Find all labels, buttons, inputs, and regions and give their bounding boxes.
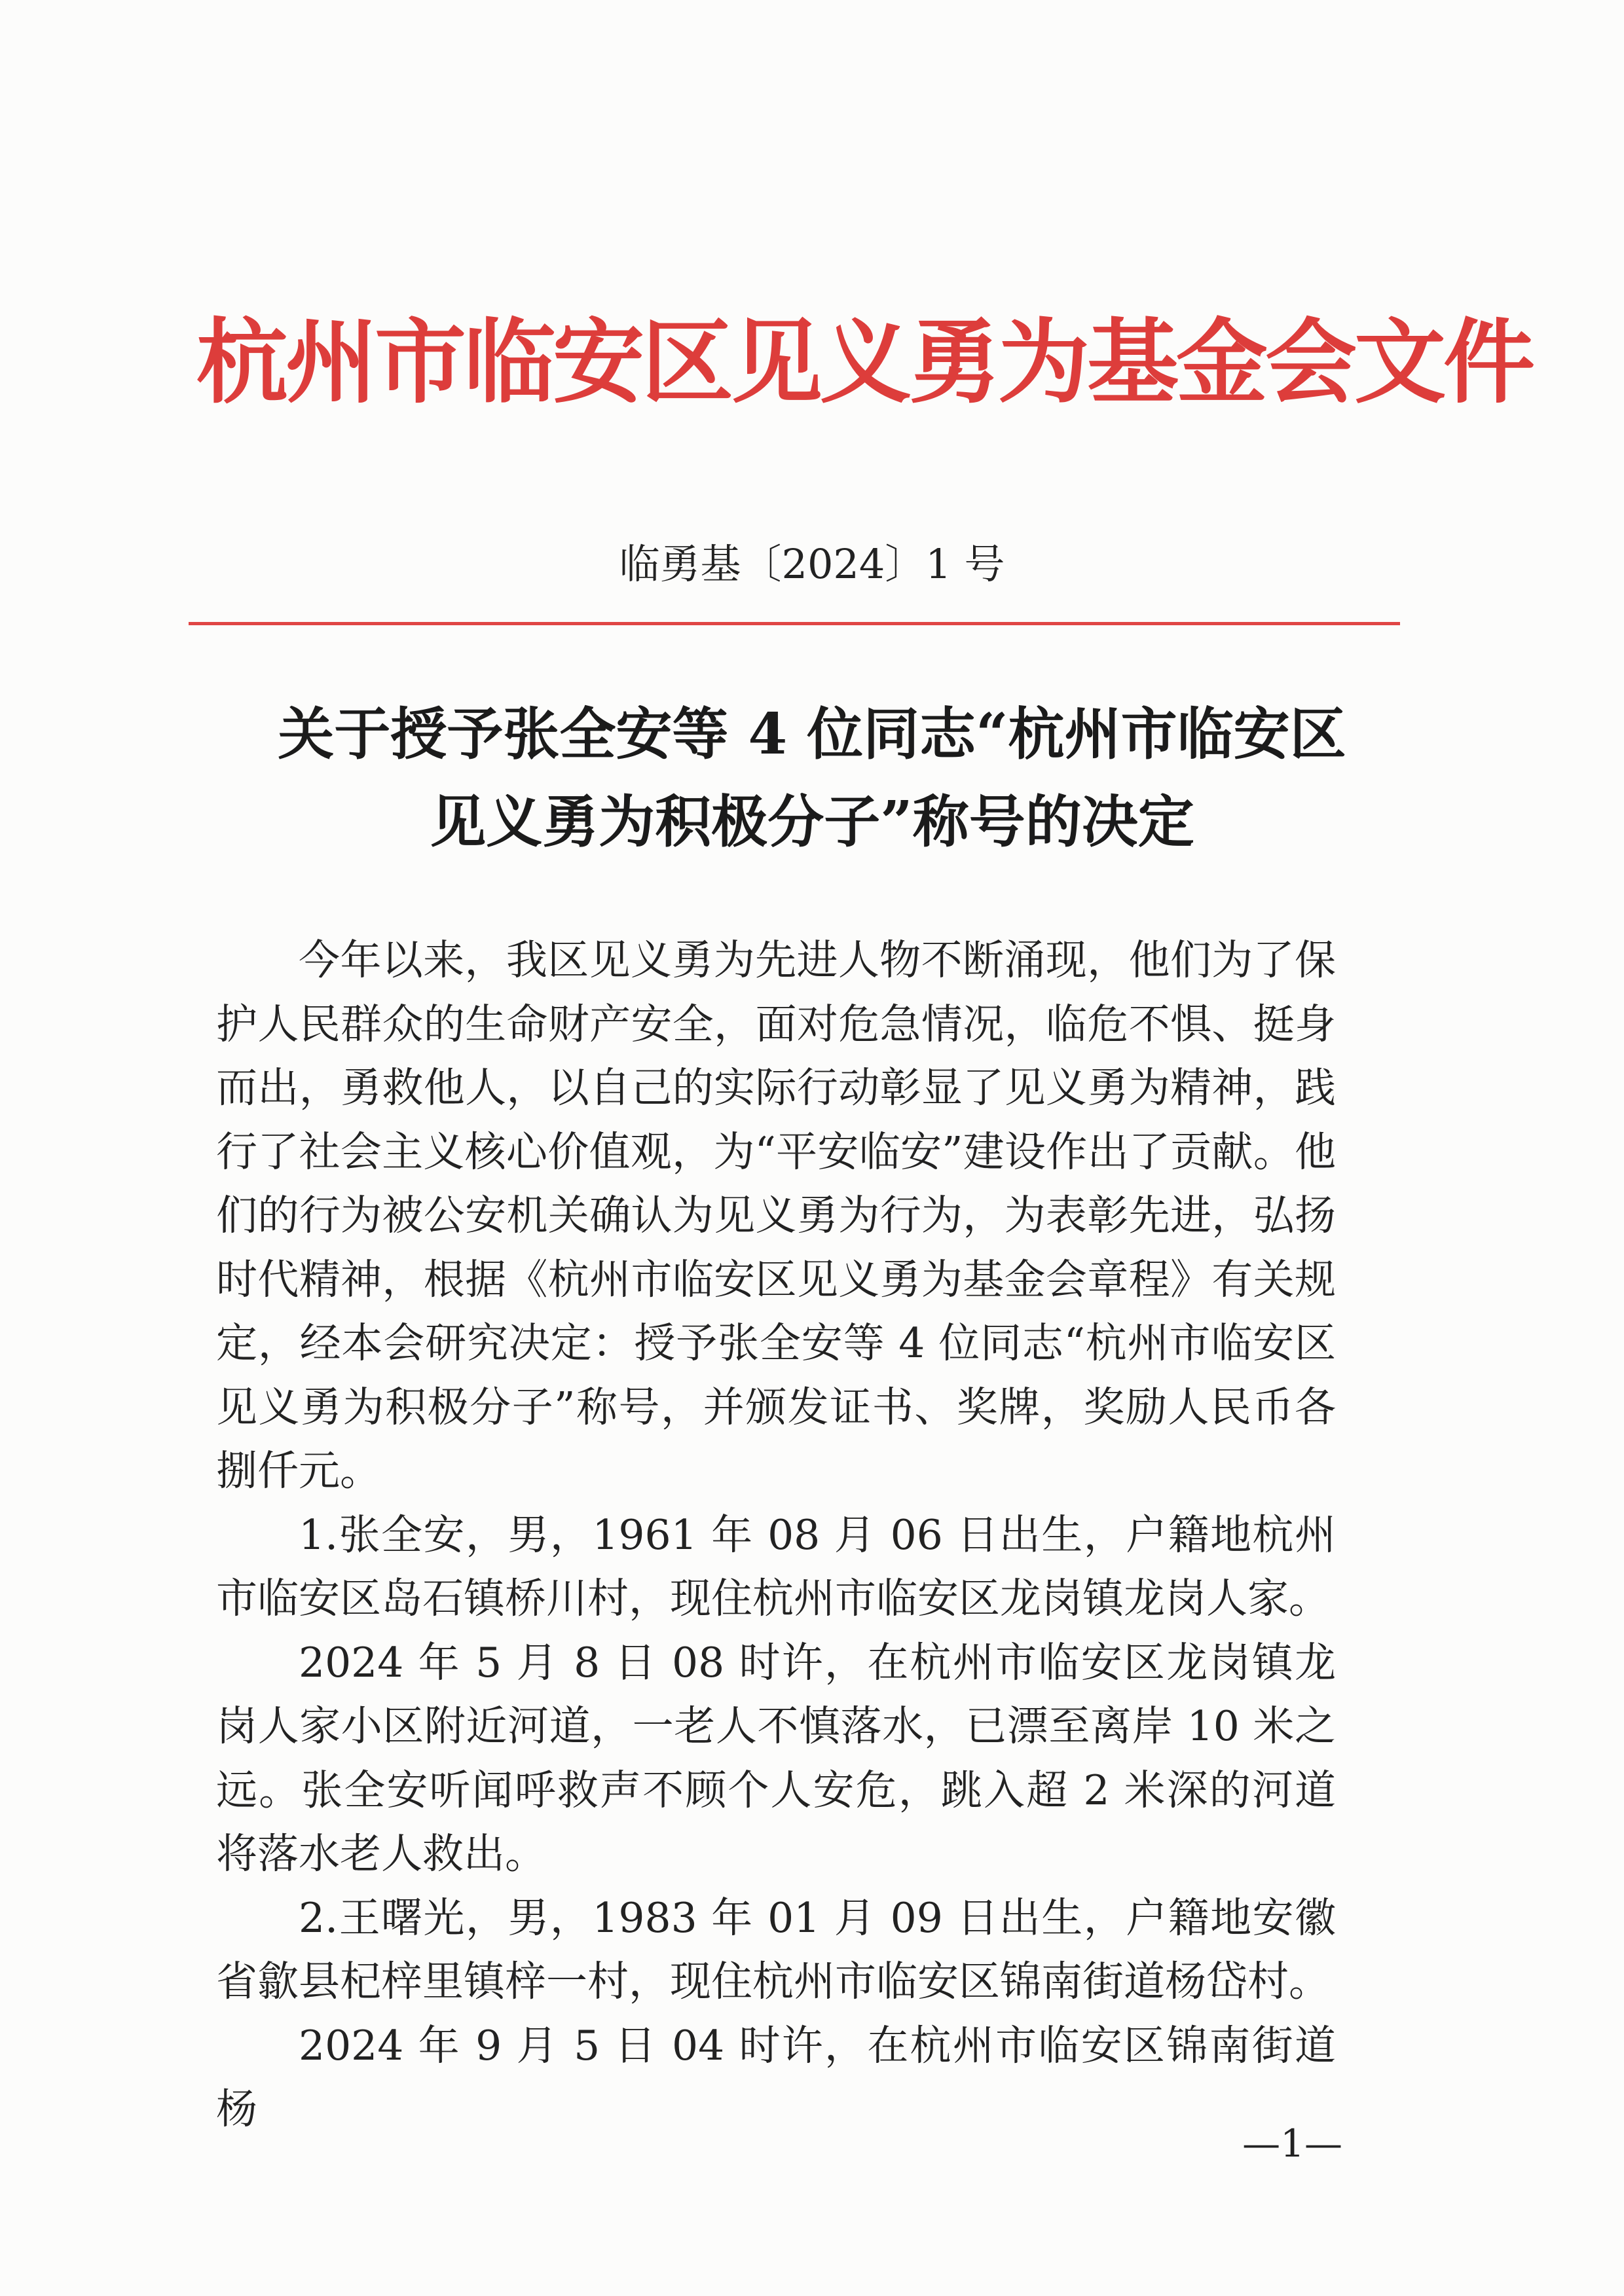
document-title bbox=[196, 691, 1428, 866]
title-line-1: 关于授予张全安等 4 位同志“杭州市临安区 bbox=[278, 701, 1346, 767]
title-line-2: 见义勇为积极分子”称号的决定 bbox=[430, 789, 1194, 855]
body-paragraph-intro: 今年以来，我区见义勇为先进人物不断涌现，他们为了保护人民群众的生命财产安全，面对危急情况，临危不惧、挺身而出，勇救他人，以自己的实际行动彰显了见义勇为精神，践行了社会主义核心价值观，为“平安临安”建设作出了贡献。他们的行为被公安机关确认为见义勇为行为，为表彰先进，弘扬时代精神，根据《杭州市临安区见义勇为基金会章程》有关规定，经本会研究决定：授予张全安等 4 位同志“杭州市临安区见义勇为积极分子”称号，并颁发证书、奖牌，奖励人民币各捌仟元。 bbox=[216, 936, 1336, 1495]
document-body bbox=[216, 928, 1336, 2141]
body-paragraph-event-1: 2024 年 5 月 8 日 08 时许，在杭州市临安区龙岗镇龙岗人家小区附近河道，一老人不慎落水，已漂至离岸 10 米之远。张全安听闻呼救声不顾个人安危，跳入超 2 米深的河道将落水老人救出。 bbox=[216, 1638, 1336, 1878]
body-paragraph-event-2: 2024 年 9 月 5 日 04 时许，在杭州市临安区锦南街道杨 bbox=[216, 2021, 1336, 2133]
red-divider-line bbox=[189, 622, 1400, 625]
document-number: 临勇基〔2024〕1 号 bbox=[619, 540, 1005, 588]
body-paragraph-person-1: 1.张全安，男，1961 年 08 月 06 日出生，户籍地杭州市临安区岛石镇桥川村，现住杭州市临安区龙岗镇龙岗人家。 bbox=[216, 1510, 1336, 1622]
page-number: —1— bbox=[1242, 2121, 1342, 2166]
body-paragraph-person-2: 2.王曙光，男，1983 年 01 月 09 日出生，户籍地安徽省歙县杞梓里镇梓一村，现住杭州市临安区锦南街道杨岱村。 bbox=[216, 1893, 1336, 2005]
org-masthead-title: 杭州市临安区见义勇为基金会文件 bbox=[196, 309, 1533, 416]
